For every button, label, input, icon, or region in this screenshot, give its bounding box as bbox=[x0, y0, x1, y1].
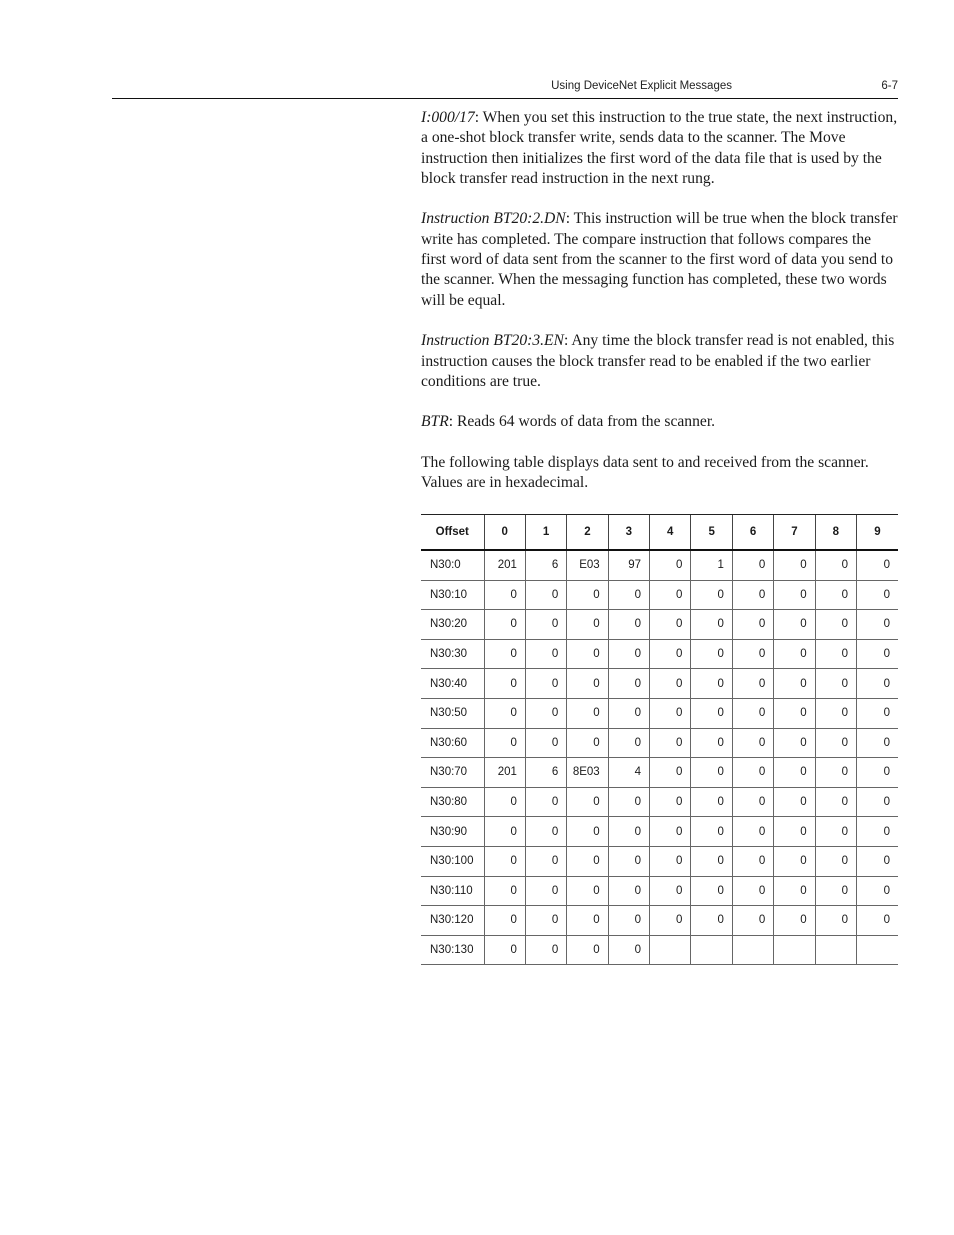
data-cell: 0 bbox=[815, 906, 856, 936]
data-cell: 0 bbox=[484, 669, 525, 699]
data-cell: 6 bbox=[525, 550, 566, 580]
column-header-8: 8 bbox=[815, 515, 856, 551]
data-cell: 0 bbox=[484, 817, 525, 847]
data-cell bbox=[857, 935, 898, 965]
row-offset-cell: N30:20 bbox=[421, 610, 484, 640]
data-cell: 0 bbox=[484, 610, 525, 640]
term: I:000/17 bbox=[421, 109, 475, 126]
data-cell: 0 bbox=[732, 876, 773, 906]
data-cell: 0 bbox=[774, 698, 815, 728]
data-cell: 0 bbox=[857, 580, 898, 610]
data-cell: 0 bbox=[608, 817, 649, 847]
data-cell: 0 bbox=[567, 610, 608, 640]
row-offset-cell: N30:0 bbox=[421, 550, 484, 580]
data-cell: 0 bbox=[525, 610, 566, 640]
data-cell: 0 bbox=[815, 669, 856, 699]
data-cell: 0 bbox=[732, 550, 773, 580]
table-row bbox=[421, 876, 898, 906]
data-cell: 201 bbox=[484, 758, 525, 788]
data-cell: 0 bbox=[857, 876, 898, 906]
data-cell: 0 bbox=[567, 580, 608, 610]
column-header-3: 3 bbox=[608, 515, 649, 551]
data-cell: 0 bbox=[650, 758, 691, 788]
header-rule bbox=[112, 98, 898, 99]
table-row bbox=[421, 817, 898, 847]
hex-data-table bbox=[421, 514, 898, 965]
data-cell bbox=[774, 935, 815, 965]
data-cell: 0 bbox=[608, 639, 649, 669]
data-cell bbox=[732, 935, 773, 965]
table-body bbox=[421, 550, 898, 965]
data-cell: 0 bbox=[691, 846, 732, 876]
table-row bbox=[421, 787, 898, 817]
data-cell: 0 bbox=[691, 906, 732, 936]
data-cell: 0 bbox=[857, 610, 898, 640]
data-cell: E03 bbox=[567, 550, 608, 580]
description: : Reads 64 words of data from the scanner. bbox=[448, 413, 716, 431]
paragraph-one-shot bbox=[421, 108, 899, 189]
paragraph-bt-dn bbox=[421, 209, 899, 310]
running-header bbox=[0, 80, 898, 98]
data-cell: 0 bbox=[691, 787, 732, 817]
column-header-9: 9 bbox=[857, 515, 898, 551]
data-cell: 0 bbox=[484, 580, 525, 610]
data-cell: 0 bbox=[732, 787, 773, 817]
column-header-0: 0 bbox=[484, 515, 525, 551]
row-offset-cell: N30:30 bbox=[421, 639, 484, 669]
row-offset-cell: N30:90 bbox=[421, 817, 484, 847]
page-number: 6-7 bbox=[881, 80, 898, 92]
data-cell: 0 bbox=[484, 787, 525, 817]
term: BTR bbox=[421, 413, 449, 431]
data-cell: 0 bbox=[774, 758, 815, 788]
data-cell: 0 bbox=[567, 817, 608, 847]
data-cell: 0 bbox=[484, 906, 525, 936]
data-cell: 0 bbox=[608, 580, 649, 610]
data-cell: 0 bbox=[567, 787, 608, 817]
data-cell: 0 bbox=[608, 906, 649, 936]
column-header-2: 2 bbox=[567, 515, 608, 551]
data-cell: 0 bbox=[691, 758, 732, 788]
column-header-6: 6 bbox=[732, 515, 773, 551]
data-cell: 0 bbox=[774, 906, 815, 936]
data-cell: 6 bbox=[525, 758, 566, 788]
data-cell: 0 bbox=[732, 639, 773, 669]
data-cell: 0 bbox=[857, 787, 898, 817]
data-cell: 0 bbox=[815, 698, 856, 728]
data-cell: 0 bbox=[774, 787, 815, 817]
data-cell: 0 bbox=[815, 610, 856, 640]
paragraph-table-intro bbox=[421, 453, 899, 494]
data-cell: 0 bbox=[732, 846, 773, 876]
data-cell: 4 bbox=[608, 758, 649, 788]
data-cell: 0 bbox=[525, 817, 566, 847]
data-cell: 0 bbox=[525, 935, 566, 965]
data-cell: 0 bbox=[567, 639, 608, 669]
data-cell: 0 bbox=[732, 698, 773, 728]
data-cell: 0 bbox=[857, 758, 898, 788]
table-row bbox=[421, 580, 898, 610]
data-cell: 0 bbox=[650, 698, 691, 728]
table-row bbox=[421, 758, 898, 788]
table-row bbox=[421, 550, 898, 580]
data-cell: 97 bbox=[608, 550, 649, 580]
data-cell: 0 bbox=[732, 728, 773, 758]
column-header-1: 1 bbox=[525, 515, 566, 551]
table-row bbox=[421, 906, 898, 936]
column-header-offset: Offset bbox=[421, 515, 484, 551]
data-cell: 0 bbox=[774, 876, 815, 906]
data-cell: 0 bbox=[857, 550, 898, 580]
data-cell: 0 bbox=[774, 550, 815, 580]
body-text bbox=[421, 108, 899, 514]
description: : Any time the block transfer read is not enabled, this instruction causes the block transfer read to be enabled if the two earlier conditions are true. bbox=[421, 332, 895, 390]
data-cell: 0 bbox=[774, 728, 815, 758]
data-cell: 0 bbox=[857, 846, 898, 876]
table-row bbox=[421, 846, 898, 876]
data-cell: 0 bbox=[484, 935, 525, 965]
data-cell: 0 bbox=[650, 876, 691, 906]
data-cell: 0 bbox=[732, 610, 773, 640]
data-cell: 0 bbox=[525, 728, 566, 758]
data-cell: 0 bbox=[567, 846, 608, 876]
data-cell: 0 bbox=[567, 728, 608, 758]
table-row bbox=[421, 698, 898, 728]
data-cell: 0 bbox=[484, 846, 525, 876]
data-cell: 0 bbox=[650, 639, 691, 669]
data-cell: 0 bbox=[608, 846, 649, 876]
data-cell: 0 bbox=[525, 906, 566, 936]
data-cell: 0 bbox=[691, 639, 732, 669]
data-cell: 0 bbox=[691, 669, 732, 699]
table-row bbox=[421, 639, 898, 669]
data-cell: 0 bbox=[815, 876, 856, 906]
table-row bbox=[421, 935, 898, 965]
data-cell: 8E03 bbox=[567, 758, 608, 788]
data-cell bbox=[815, 935, 856, 965]
data-cell: 0 bbox=[525, 580, 566, 610]
data-cell: 0 bbox=[608, 935, 649, 965]
data-cell: 0 bbox=[525, 698, 566, 728]
row-offset-cell: N30:60 bbox=[421, 728, 484, 758]
data-cell bbox=[650, 935, 691, 965]
data-cell: 0 bbox=[691, 817, 732, 847]
data-cell: 0 bbox=[608, 728, 649, 758]
data-cell: 0 bbox=[608, 669, 649, 699]
data-cell: 0 bbox=[525, 669, 566, 699]
data-cell: 0 bbox=[525, 846, 566, 876]
data-cell: 0 bbox=[525, 639, 566, 669]
data-cell: 0 bbox=[732, 580, 773, 610]
data-cell: 0 bbox=[567, 669, 608, 699]
data-cell: 0 bbox=[815, 758, 856, 788]
column-header-7: 7 bbox=[774, 515, 815, 551]
data-cell: 0 bbox=[815, 580, 856, 610]
data-cell: 0 bbox=[608, 787, 649, 817]
data-cell: 0 bbox=[815, 787, 856, 817]
data-cell bbox=[691, 935, 732, 965]
data-cell: 0 bbox=[815, 846, 856, 876]
row-offset-cell: N30:40 bbox=[421, 669, 484, 699]
row-offset-cell: N30:110 bbox=[421, 876, 484, 906]
data-cell: 0 bbox=[857, 728, 898, 758]
data-cell: 0 bbox=[650, 728, 691, 758]
term: Instruction BT20:2.DN bbox=[421, 210, 566, 228]
column-header-4: 4 bbox=[650, 515, 691, 551]
data-cell: 0 bbox=[857, 698, 898, 728]
data-cell: 0 bbox=[774, 817, 815, 847]
row-offset-cell: N30:80 bbox=[421, 787, 484, 817]
section-title: Using DeviceNet Explicit Messages bbox=[551, 80, 732, 92]
data-cell: 201 bbox=[484, 550, 525, 580]
row-offset-cell: N30:70 bbox=[421, 758, 484, 788]
data-cell: 0 bbox=[691, 610, 732, 640]
data-cell: 0 bbox=[484, 639, 525, 669]
data-cell: 0 bbox=[650, 610, 691, 640]
row-offset-cell: N30:10 bbox=[421, 580, 484, 610]
data-cell: 0 bbox=[650, 817, 691, 847]
data-cell: 0 bbox=[608, 610, 649, 640]
column-header-5: 5 bbox=[691, 515, 732, 551]
data-cell: 0 bbox=[857, 639, 898, 669]
data-cell: 0 bbox=[815, 639, 856, 669]
data-cell: 1 bbox=[691, 550, 732, 580]
data-cell: 0 bbox=[815, 728, 856, 758]
data-cell: 0 bbox=[732, 758, 773, 788]
data-cell: 0 bbox=[567, 906, 608, 936]
row-offset-cell: N30:100 bbox=[421, 846, 484, 876]
paragraph-bt-en bbox=[421, 331, 899, 392]
data-cell: 0 bbox=[774, 580, 815, 610]
data-cell: 0 bbox=[650, 550, 691, 580]
data-cell: 0 bbox=[567, 876, 608, 906]
data-cell: 0 bbox=[525, 787, 566, 817]
data-cell: 0 bbox=[815, 817, 856, 847]
data-cell: 0 bbox=[774, 669, 815, 699]
data-cell: 0 bbox=[732, 817, 773, 847]
data-cell: 0 bbox=[608, 698, 649, 728]
data-cell: 0 bbox=[484, 876, 525, 906]
data-cell: 0 bbox=[484, 728, 525, 758]
data-cell: 0 bbox=[567, 698, 608, 728]
data-cell: 0 bbox=[774, 610, 815, 640]
row-offset-cell: N30:130 bbox=[421, 935, 484, 965]
data-cell: 0 bbox=[857, 669, 898, 699]
data-cell: 0 bbox=[691, 876, 732, 906]
data-cell: 0 bbox=[732, 906, 773, 936]
data-cell: 0 bbox=[774, 846, 815, 876]
data-cell: 0 bbox=[650, 787, 691, 817]
description: The following table displays data sent to and received from the scanner. Values are in hexadecimal. bbox=[421, 454, 869, 492]
table-row bbox=[421, 669, 898, 699]
data-cell: 0 bbox=[857, 906, 898, 936]
data-cell: 0 bbox=[650, 906, 691, 936]
data-cell: 0 bbox=[691, 698, 732, 728]
table-row bbox=[421, 728, 898, 758]
data-cell: 0 bbox=[525, 876, 566, 906]
data-cell: 0 bbox=[650, 846, 691, 876]
description: : This instruction will be true when the block transfer write has completed. The compare instruction that follows compares the first word of data sent from the scanner to the first word of data you send to the scanner. When the messaging function has completed, these two words will be equal. bbox=[421, 210, 898, 309]
data-cell: 0 bbox=[650, 669, 691, 699]
description: : When you set this instruction to the true state, the next instruction, a one-shot block transfer write, sends data to the scanner. The Move instruction then initializes the first word of the data file that is used by the block transfer read instruction in the next rung. bbox=[421, 109, 898, 187]
data-cell: 0 bbox=[857, 817, 898, 847]
data-cell: 0 bbox=[608, 876, 649, 906]
table-row bbox=[421, 610, 898, 640]
data-cell: 0 bbox=[732, 669, 773, 699]
data-cell: 0 bbox=[650, 580, 691, 610]
data-cell: 0 bbox=[691, 580, 732, 610]
paragraph-btr bbox=[421, 412, 899, 432]
data-cell: 0 bbox=[815, 550, 856, 580]
term: Instruction BT20:3.EN bbox=[421, 332, 564, 350]
data-cell: 0 bbox=[774, 639, 815, 669]
data-cell: 0 bbox=[691, 728, 732, 758]
data-cell: 0 bbox=[484, 698, 525, 728]
data-cell: 0 bbox=[567, 935, 608, 965]
table-header-row bbox=[421, 515, 898, 551]
row-offset-cell: N30:120 bbox=[421, 906, 484, 936]
row-offset-cell: N30:50 bbox=[421, 698, 484, 728]
